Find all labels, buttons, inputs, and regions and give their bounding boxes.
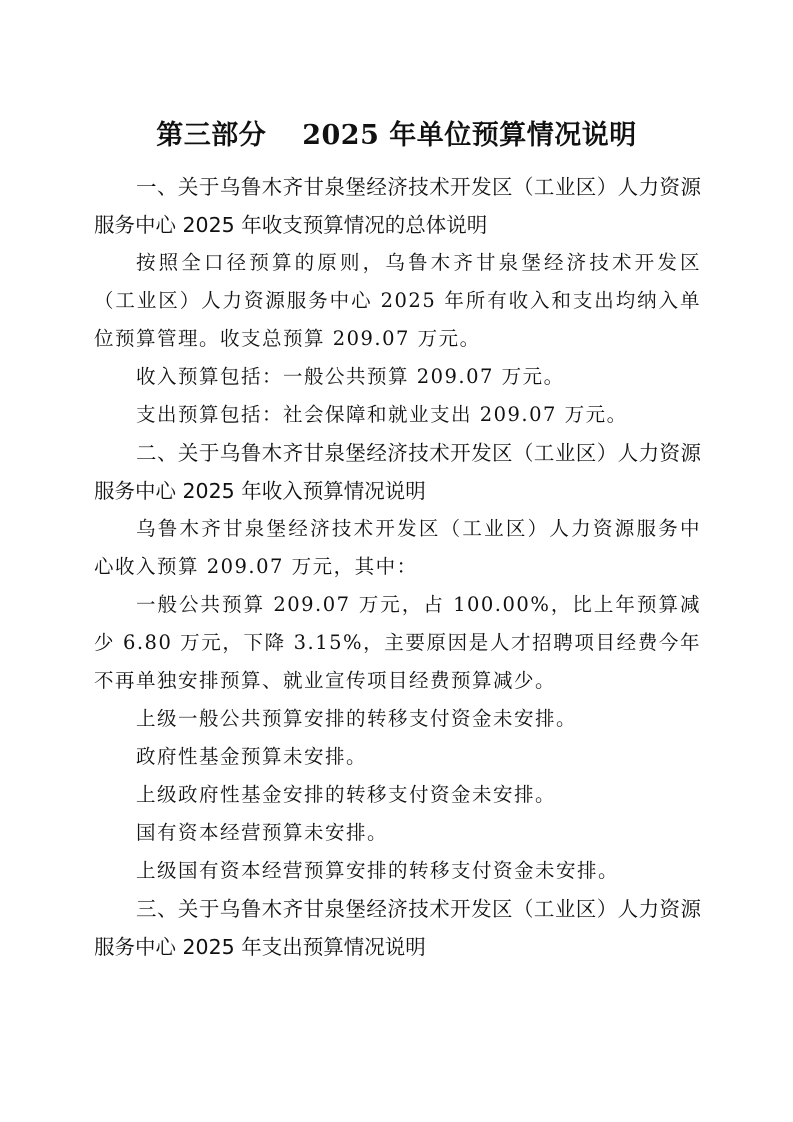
section2-paragraph-6: 国有资本经营预算未安排。 xyxy=(136,821,389,844)
section2-paragraph-5: 上级政府性基金安排的转移支付资金未安排。 xyxy=(136,783,557,806)
section2-paragraph-3: 上级一般公共预算安排的转移支付资金未安排。 xyxy=(136,707,578,730)
section3-heading: 三、关于乌鲁木齐甘泉堡经济技术开发区（工业区）人力资源服务中心 2025 年支出预算情况说明 xyxy=(94,897,701,959)
page-title xyxy=(0,113,793,152)
title-main-text: 2025 年单位预算情况说明 xyxy=(302,120,637,151)
section2-heading: 二、关于乌鲁木齐甘泉堡经济技术开发区（工业区）人力资源服务中心 2025 年收入预算情况说明 xyxy=(94,441,701,503)
section1-paragraph-1: 按照全口径预算的原则，乌鲁木齐甘泉堡经济技术开发区（工业区）人力资源服务中心 2025 年所有收入和支出均纳入单位预算管理。收支总预算 209.07 万元。 xyxy=(94,251,701,350)
section2-paragraph-7: 上级国有资本经营预算安排的转移支付资金未安排。 xyxy=(136,859,620,882)
document-body xyxy=(94,168,701,966)
section1-heading: 一、关于乌鲁木齐甘泉堡经济技术开发区（工业区）人力资源服务中心 2025 年收支预算情况的总体说明 xyxy=(94,175,701,237)
section2-paragraph-1: 乌鲁木齐甘泉堡经济技术开发区（工业区）人力资源服务中心收入预算 209.07 万元，其中： xyxy=(94,517,701,578)
section2-paragraph-2: 一般公共预算 209.07 万元，占 100.00%，比上年预算减少 6.80 万元，下降 3.15%，主要原因是人才招聘项目经费今年不再单独安排预算、就业宣传项目经费预算减少。 xyxy=(94,593,701,692)
section1-paragraph-2: 收入预算包括：一般公共预算 209.07 万元。 xyxy=(136,365,565,388)
section2-paragraph-4: 政府性基金预算未安排。 xyxy=(136,745,368,768)
section1-paragraph-3: 支出预算包括：社会保障和就业支出 209.07 万元。 xyxy=(136,403,628,426)
title-part-label: 第三部分 xyxy=(156,120,267,151)
